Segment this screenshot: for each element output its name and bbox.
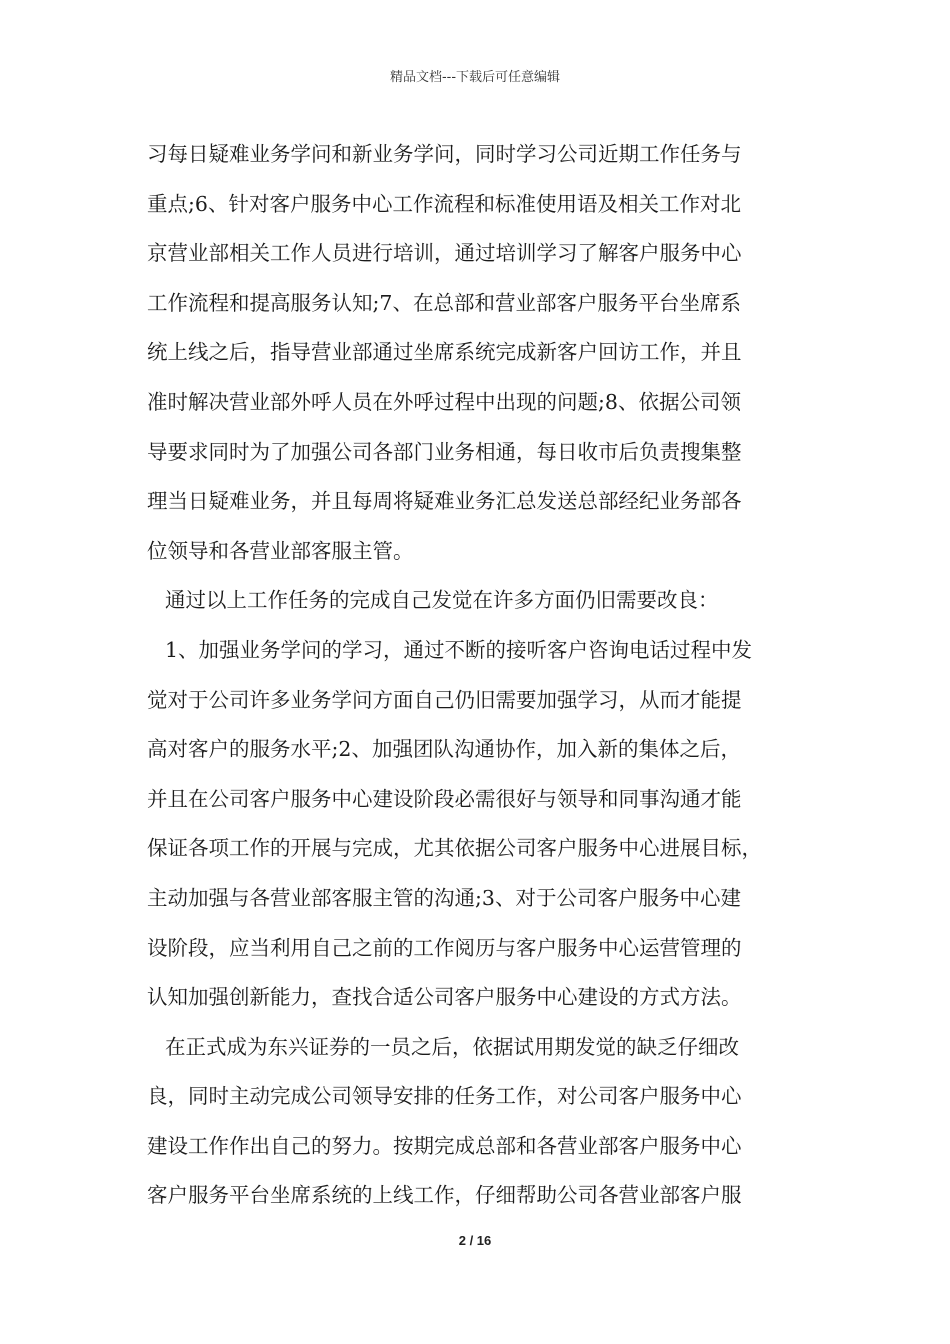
text-line: 觉对于公司许多业务学问方面自己仍旧需要加强学习，从而才能提 bbox=[147, 687, 742, 712]
text-line: 重点;6、针对客户服务中心工作流程和标准使用语及相关工作对北 bbox=[147, 191, 741, 216]
document-body bbox=[147, 130, 817, 1221]
paragraph-start-line: 1、加强业务学问的学习，通过不断的接听客户咨询电话过程中发 bbox=[165, 637, 753, 662]
text-line: 工作流程和提高服务认知;7、在总部和营业部客户服务平台坐席系 bbox=[147, 290, 741, 315]
text-line: 设阶段，应当利用自己之前的工作阅历与客户服务中心运营管理的 bbox=[147, 935, 742, 960]
text-line: 京营业部相关工作人员进行培训，通过培训学习了解客户服务中心 bbox=[147, 241, 742, 266]
text-line: 并且在公司客户服务中心建设阶段必需很好与领导和同事沟通才能 bbox=[147, 786, 742, 811]
text-line: 习每日疑难业务学问和新业务学问，同时学习公司近期工作任务与 bbox=[147, 142, 742, 166]
text-line: 理当日疑难业务，并且每周将疑难业务汇总发送总部经纪业务部各 bbox=[147, 489, 742, 514]
paragraph-start-line: 在正式成为东兴证券的一员之后，依据试用期发觉的缺乏仔细改 bbox=[165, 1034, 739, 1059]
text-line: 客户服务平台坐席系统的上线工作，仔细帮助公司各营业部客户服 bbox=[147, 1183, 742, 1208]
page-number: 2 / 16 bbox=[458, 1233, 492, 1248]
text-line: 良，同时主动完成公司领导安排的任务工作，对公司客户服务中心 bbox=[147, 1084, 742, 1109]
text-line: 位领导和各营业部客服主管。 bbox=[147, 538, 414, 563]
text-line: 保证各项工作的开展与完成，尤其依据公司客户服务中心进展目标， bbox=[147, 836, 762, 861]
paragraph-start-line: 通过以上工作任务的完成自己发觉在许多方面仍旧需要改良： bbox=[165, 588, 719, 613]
text-line: 准时解决营业部外呼人员在外呼过程中出现的问题;8、依据公司领 bbox=[147, 389, 741, 414]
text-line: 建设工作作出自己的努力。按期完成总部和各营业部客户服务中心 bbox=[147, 1133, 742, 1158]
text-line: 高对客户的服务水平;2、加强团队沟通协作，加入新的集体之后， bbox=[147, 737, 741, 762]
text-line: 统上线之后，指导营业部通过坐席系统完成新客户回访工作，并且 bbox=[147, 340, 742, 365]
text-line: 主动加强与各营业部客服主管的沟通;3、对于公司客户服务中心建 bbox=[147, 885, 741, 910]
text-line: 导要求同时为了加强公司各部门业务相通，每日收市后负责搜集整 bbox=[147, 439, 742, 464]
text-line: 认知加强创新能力，查找合适公司客户服务中心建设的方式方法。 bbox=[147, 985, 742, 1010]
page-header: 精品文档---下载后可任意编辑 bbox=[389, 70, 561, 85]
